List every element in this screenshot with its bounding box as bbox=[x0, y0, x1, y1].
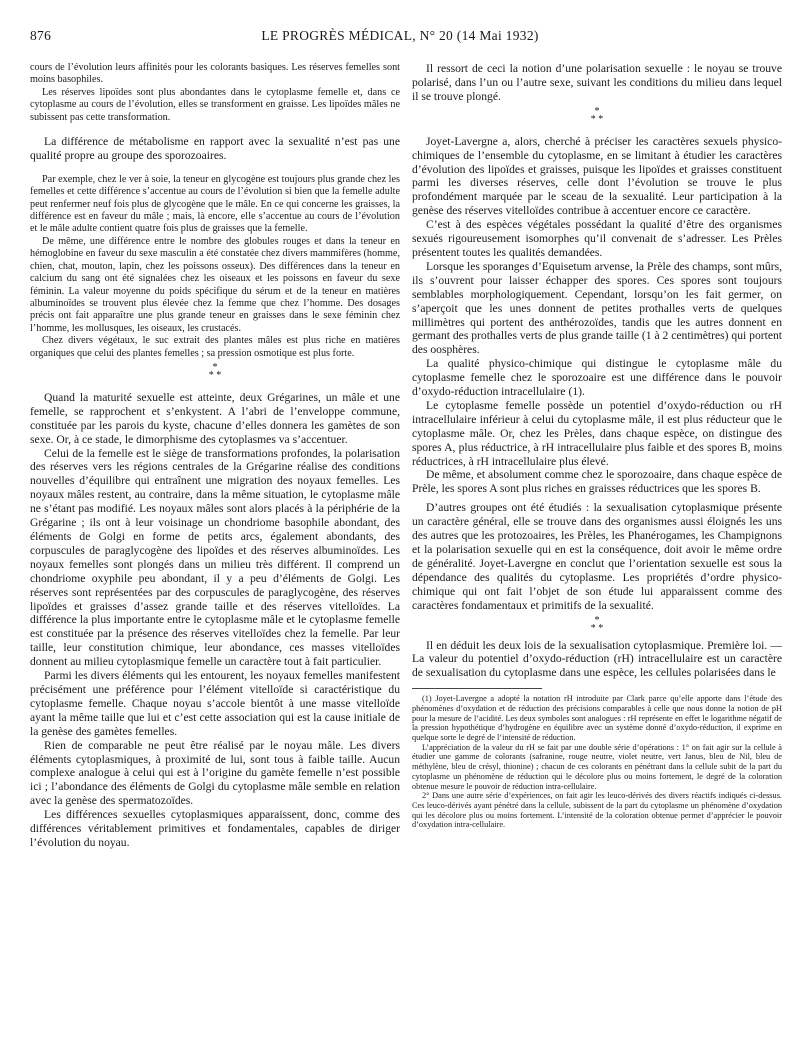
right-column bbox=[412, 62, 782, 1037]
paragraph: Les différences sexuelles cytoplasmiques apparaissent, donc, comme des différences véritablement primitives et fondamentales, capables de diriger l’évolution du noyau. bbox=[30, 808, 400, 849]
paragraph: De même, une différence entre le nombre des globules rouges et dans la teneur en hémoglobine en faveur du sexe masculin a été constatée chez divers mammifères (homme, chien, chat, mouton, lapin, chez les poissons osseux). Des différences dans la teneur en calcium du sang ont été signalées chez les oiseaux et les poissons en faveur du sexe féminin. La valeur moyenne du poids spécifique du sérum et de la teneur en matières albuminoïdes se trouvent plus élevée chez la femme que chez l’homme. Des dosages précis ont fait apparaître une plus grande teneur en graisses dans le sexe féminin chez l’homme, les mollusques, les oiseaux, les crustacés. bbox=[30, 235, 400, 334]
paragraph: Chez divers végétaux, le suc extrait des plantes mâles est plus riche en matières organiques que celui des plantes femelles ; sa pression osmotique est plus forte. bbox=[30, 335, 400, 359]
paragraph: Lorsque les sporanges d’Equisetum arvense, la Prèle des champs, sont mûrs, ils s’ouvrent pour laisser échapper des spores. Ces spores sont toujours semblables morphologiquement. Cependant, lorsqu’on les fait germer, on s’aperçoit que les unes donnent de petites prothalles verts de quelques millimètres qui portent des anthérozoïdes, tandis que les autres donnent en germant des prothalles verts de plus grande taille (1 à 2 centimètres) qui portent des oosphères. bbox=[412, 259, 782, 357]
paragraph: Quand la maturité sexuelle est atteinte, deux Grégarines, un mâle et une femelle, se rapprochent et s’enkystent. A l’abri de l’enveloppe commune, constituée par les parois du kyste, chacune d’elles donnera les gamètes de son sexe. Or, à ce stade, le dimorphisme des cytoplasmes va s’accentuer. bbox=[30, 390, 400, 446]
paragraph: Il ressort de ceci la notion d’une polarisation sexuelle : le noyau se trouve polarisé, dans l’un ou l’autre sexe, suivant les conditions du milieu dans lequel il se trouve plongé. bbox=[412, 62, 782, 103]
section-separator: * * * bbox=[208, 361, 222, 381]
paragraph: La différence de métabolisme en rapport avec la sexualité n’est pas une qualité propre au groupe des sporozoaires. bbox=[30, 135, 400, 162]
paragraph: Rien de comparable ne peut être réalisé par le noyau mâle. Les divers éléments cytoplasmiques, à proximité de lui, sont tous à faible taille. Aucun complexe analogue à celui qui est à l’origine du gamète femelle n’est possible ici ; l’abondance des éléments de Golgi du cytoplasme mâle semble en relation avec la genèse des spermatozoïdes. bbox=[30, 738, 400, 808]
running-header bbox=[30, 28, 770, 48]
paragraph: Les réserves lipoïdes sont plus abondantes dans le cytoplasme femelle et, dans ce cytoplasme au cours de l’évolution, elles se transforment en graisse. Les lipoïdes mâles ne subissent pas cette transformation. bbox=[30, 86, 400, 123]
footnote: L’appréciation de la valeur du rH se fait par une double série d’opérations : 1° on fait agir sur la cellule à étudier une gamme de colorants (safranine, rouge neutre, violet neutre, vert Janus, bleu de Nil, bleu de méthylène, bleu de crésyl, thionine) ; chacun de ces colorants en pénétrant dans la cellule subit de la part du cytoplasme un phénomène de réduction qui le décolore plus ou moins fortement, le degré de la coloration obtenue mesure le pouvoir de réduction intra-cellulaire. bbox=[412, 742, 782, 791]
journal-title: LE PROGRÈS MÉDICAL, N° 20 (14 Mai 1932) bbox=[261, 28, 539, 43]
paragraph: D’autres groupes ont été étudiés : la sexualisation cytoplasmique présente un caractère général, elle se trouve dans des organismes aussi éloignés les uns des autres que les protozoaires, les Prèles, les Phanérogames, les Champignons et la polarisation sexuelle qui en est la conséquence, doit avoir le même ordre de généralité. Joyet-Lavergne en conclut que l’orientation sexuelle est sous la dépendance des qualités du cytoplasme. Les propriétés d’ordre physico-chimique qui ont fait l’objet de son étude lui apparaissent comme des caractères fondamentaux et primitifs de la sexualité. bbox=[412, 501, 782, 612]
paragraph: De même, et absolument comme chez le sporozoaire, dans chaque espèce de Prèle, les spores A sont plus riches en graisses réductrices que les spores B. bbox=[412, 468, 782, 496]
footnote: 2° Dans une autre série d’expériences, on fait agir les leuco-dérivés des divers réactifs indiqués ci-dessus. Ces leuco-dérivés ayant pénétré dans la cellule, subissent de la part du cytoplasme un phénomène d’oxydation qui les décolore plus ou moins fortement. L’intensité de la coloration obtenue permet d’apprécier le pouvoir d’oxydation intra-cellulaire. bbox=[412, 791, 782, 830]
paragraph: Celui de la femelle est le siège de transformations profondes, la polarisation des réserves vers les régions centrales de la Grégarine réalise des conditions nouvelles d’équilibre qui entraînent une migration des noyaux femelles. Les noyaux mâles restent, au contraire, dans la même situation, le cytoplasme mâle ne s’étant pas modifié. Les noyaux mâles sont alors placés à la périphérie de la Grégarine ; ils ont à leur voisinage un chondriome basophile abondant, des éléments de Golgi en forme de petits arcs, également abondants, des corpuscules de paraglycogène des lipoïdes et des réserves albuminoïdes. Les noyaux femelles sont plongés dans un milieu très différent. Il comprend un chondriome oxyphile peu abondant, il y a peu d’éléments de Golgi. Les réserves sont représentées par des corpuscules de paraglycogène, des réserves lipoïdes et graisses d’assez grande taille et des réserves vitelloïdes. La différence la plus importante entre le cytoplasme mâle et le cytoplasme femelle est constituée par la présence des réserves vitelloïdes chez la femelle. Par leur taille, leur constitution chimique, leur abondance, ces masses vitelloïdes donnent au milieu cytoplasmique femelle un caractère tout à fait particulier. bbox=[30, 446, 400, 669]
paragraph: Par exemple, chez le ver à soie, la teneur en glycogène est toujours plus grande chez les femelles et cette différence s’accentue au cours de l’évolution si bien que la femelle adulte peut renfermer neuf fois plus de glycogène que le mâle. En ce qui concerne les graisses, la différence est en faveur du mâle ; mais, là encore, elle s’accentue au cours de l’évolution et le mâle adulte contient quatre fois plus de graisses que la femelle. bbox=[30, 173, 400, 235]
paragraph: Il en déduit les deux lois de la sexualisation cytoplasmique. Première loi. — La valeur du potentiel d’oxydo-réduction (rH) intracellulaire est un caractère de sexualisation du cytoplasme dans une espèce, les cellules polarisées dans le bbox=[412, 638, 782, 680]
paragraph: C’est à des espèces végétales possédant la qualité d’être des organismes sexués rigoureusement isomorphes qu’il convenait de s’adresser. Les Prèles présentent toutes les qualités demandées. bbox=[412, 218, 782, 259]
footnote-rule bbox=[412, 688, 542, 689]
paragraph: La qualité physico-chimique qui distingue le cytoplasme mâle du cytoplasme femelle chez le sporozoaire est une différence dans le pouvoir d’oxydo-réduction intracellulaire (1). bbox=[412, 357, 782, 399]
section-separator: * * * bbox=[590, 614, 604, 634]
left-column bbox=[30, 62, 400, 1037]
paragraph: Joyet-Lavergne a, alors, cherché à préciser les caractères sexuels physico-chimiques de l’ensemble du cytoplasme, en se limitant à étudier les caractères d’évolution des lipoïdes et graisses, puisque les lipoïdes et graisses constituent parmi les diverses réserves, celle dont l’évolution se trouve le plus profondément marquée par le sceau de la sexualité. Leur participation à la genèse des réserves vitelloïdes contribue à accentuer encore ce caractère. bbox=[412, 134, 782, 218]
footnote: (1) Joyet-Lavergne a adopté la notation rH introduite par Clark parce qu’elle apporte dans l’étude des phénomènes d’oxydation et de réduction des précisions comparables à celle que nous donne la notion de pH pour la mesure de l’acidité. Les deux symboles sont analogues : rH représente en effet le logarithme négatif de la pression hypothétique d’hydrogène en équilibre avec un système donné d’oxydo-réduction, il exprime en quelque sorte le degré de l’intensité de réduction. bbox=[412, 694, 782, 743]
page-number: 876 bbox=[30, 28, 52, 43]
paragraph: Le cytoplasme femelle possède un potentiel d’oxydo-réduction ou rH intracellulaire inférieur à celui du cytoplasme mâle, il est plus réducteur que le cytoplasme mâle. Or, chez les Prèles, dans chaque espèce, on distingue des spores A, plus réductrice, à rH intracellulaire plus faible et des spores B, moins réductrices, à rH intracellulaire plus élevé. bbox=[412, 398, 782, 468]
paragraph: Parmi les divers éléments qui les entourent, les noyaux femelles manifestent précisément une préférence pour l’élément vitelloïde si caractéristique du cytoplasme femelle. Chaque noyau s’accole bientôt à une masse vitelloïde ayant la même taille que lui et c’est cette association qui est la cause initiale de la genèse des gamètes femelles. bbox=[30, 669, 400, 738]
paragraph: cours de l’évolution leurs affinités pour les colorants basiques. Les réserves femelles sont moins basophiles. bbox=[30, 62, 400, 86]
section-separator: * * * bbox=[590, 105, 604, 125]
